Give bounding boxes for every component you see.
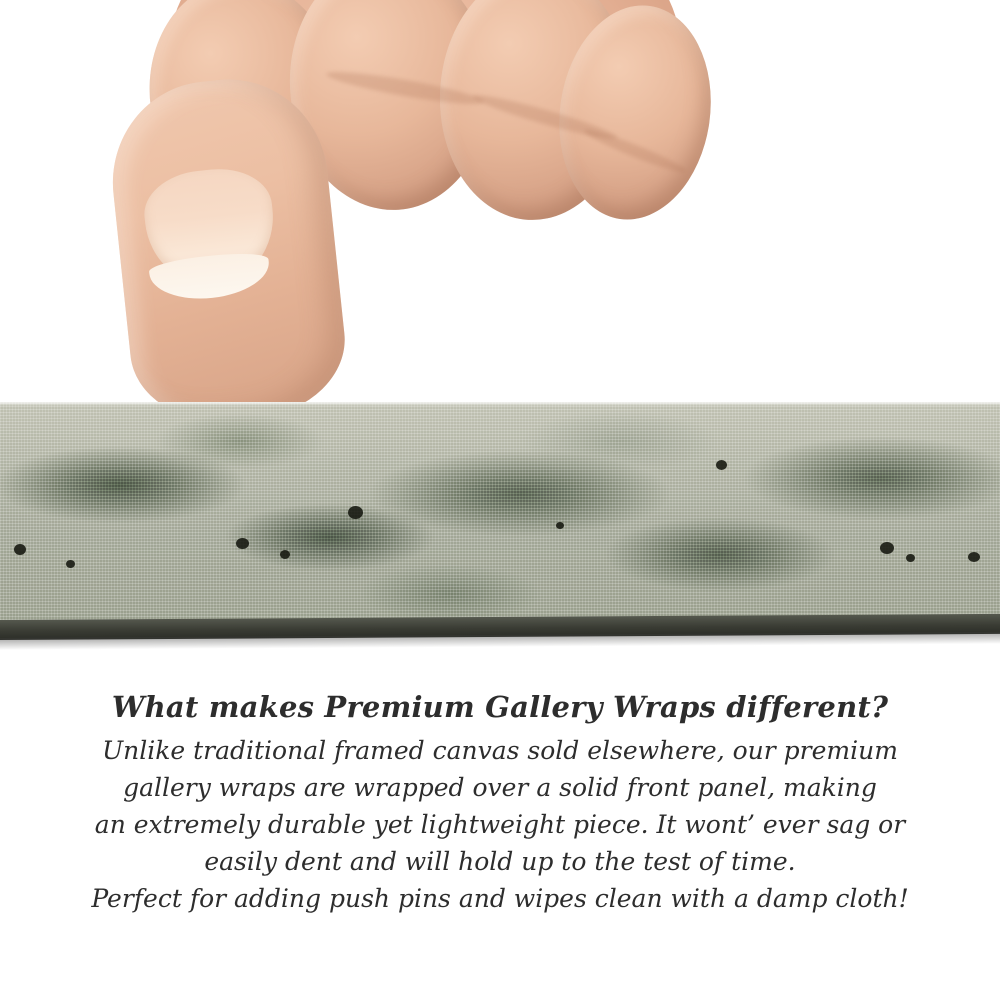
canvas-print-face	[0, 402, 1000, 620]
canvas-speck	[556, 522, 564, 529]
canvas-speck	[348, 506, 363, 519]
canvas-highlight-edge	[0, 402, 1000, 406]
canvas-speck	[906, 554, 915, 562]
canvas-weave-texture	[0, 402, 1000, 620]
hand	[110, 0, 670, 440]
canvas-speck	[880, 542, 894, 554]
caption-body	[0, 732, 1000, 917]
canvas-speck	[66, 560, 75, 568]
caption-block	[0, 690, 1000, 917]
canvas-speck	[236, 538, 249, 549]
canvas-gallery-wrap	[0, 402, 1000, 660]
canvas-speck	[280, 550, 290, 559]
caption-line-4: easily dent and will hold up to the test of time.	[204, 847, 796, 876]
canvas-speck	[14, 544, 26, 555]
caption-line-2: gallery wraps are wrapped over a solid front panel, making	[123, 773, 877, 802]
caption-line-3: an extremely durable yet lightweight piece. It wont’ ever sag or	[94, 810, 906, 839]
caption-line-1: Unlike traditional framed canvas sold elsewhere, our premium	[102, 736, 898, 765]
caption-heading: What makes Premium Gallery Wraps different?	[111, 690, 889, 724]
caption-line-5: Perfect for adding push pins and wipes clean with a damp cloth!	[91, 884, 909, 913]
canvas-speck	[968, 552, 980, 562]
canvas-speck	[716, 460, 727, 470]
